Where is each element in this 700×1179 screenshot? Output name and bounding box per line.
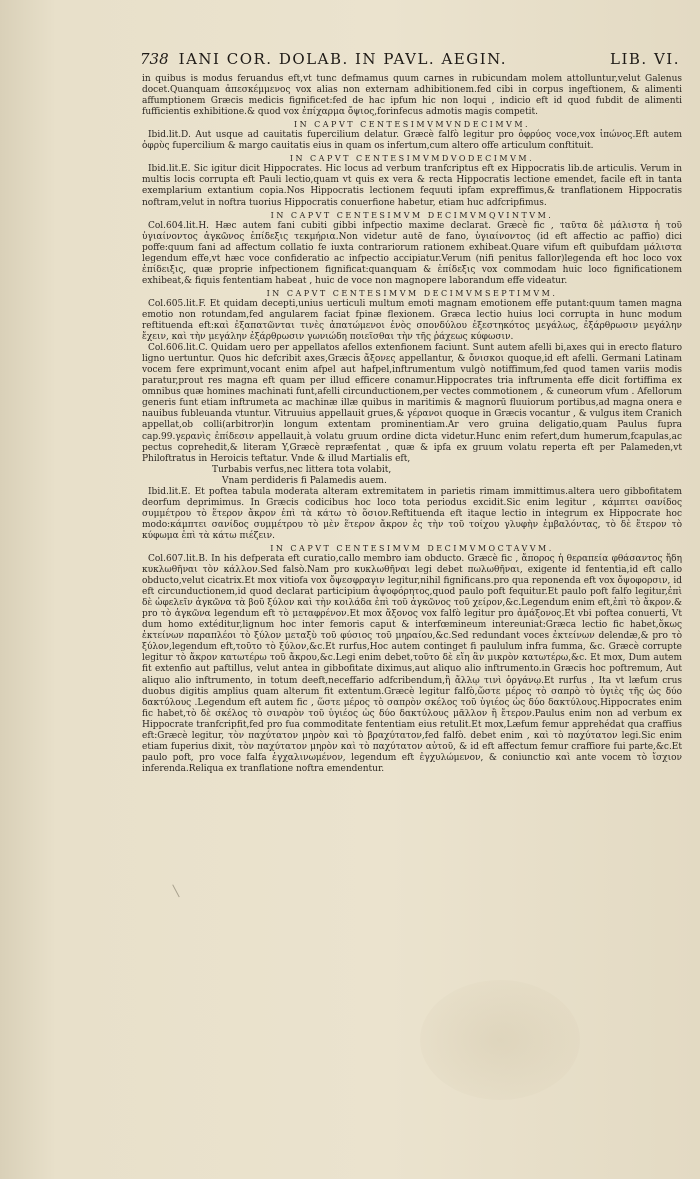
- running-title: IANI COR. DOLAB. IN PAVL. AEGIN.: [178, 50, 508, 68]
- page-number: 738: [140, 50, 169, 68]
- book-number: LIB. VI.: [610, 50, 680, 68]
- ink-mark: [172, 881, 187, 898]
- chapter-heading: IN CAPVT CENTESIMVM DECIMVMOCTAVVM.: [270, 543, 554, 553]
- verse-line: Vnam perdideris fi Palamedis auem.: [222, 475, 387, 486]
- commentary-paragraph: Col.607.lit.B. In his defperata eft curatio,callo membro iam obducto. Græcè fic , ἄπορος ἡ θεραπεία φθάσαντος ἤδη κυκλωθῆναι τὸν κάλλον.Sed falsò.Nam pro κυκλωθῆναι legi debet πωλωθῆναι, exigente id fententia,id eft callo obducto,velut cicatrix.Et mox vitiofa vox ὄψεσφραγιν legitur,nihil fignificans.pro qua reponenda eft vox ὄψοφορσιν, id eft circunductionem,id quod declarat participium ἀψοφόρητος,quod paulo poft fequitur.Et paulo poft falfo legitur,ἐπὶ δὲ ὠφελεῖν ἀγκῶνα τὰ βοῦ ξύλον καὶ τὴν κοιλάδα ἐπὶ τοῦ ἀγκῶνος τοῦ χείρον,&c.Legendum enim eft,ἐπὶ τὸ ἄκρον.& pro τὸ ἀγκῶνα legendum eft τὸ μεταφρένον.Et mox ἄξονος vox falfò legitur pro ἀμάξονος.Et vbi poftea conuerti, Vt dum homo extéditur,lignum hoc inter femoris caput & interfœmineum intereuniat:Græca lectio fic habet,ὅκως ἐκτείνων παραπλέοι τὸ ξύλον μεταξὺ τοῦ φύσιος τοῦ μηραίου,&c.Sed redundant voces ἐκτείνων delendæ,& pro τὸ ξύλον,legendum eft,τοῦτο τὸ ξύλον,&c.Et rurfus,Hoc autem continget fi paululum infra fumma, &c. Græcè corrupte legitur τὸ ἄκρον κατωτέρω τοῦ ἄκρου,&c.Legi enim debet,τοῦτο δὲ εἴη ἂν μικρὸν κατωτέρω,&c. Et mox, Dum autem fit extenfio aut paftillus, velut antea in gibbofitate diximus,aut aliquo alio inftrumento.in Græcis hoc poftremum, Aut aliquo alio inftrumento, in totum deeft,neceffario adfcribendum,ἢ ἄλλῳ τινὶ ὀργάνῳ.Et rurfus , Ita vt læfum crus duobus digitis amplius quam alterum fit extentum.Græcè legitur falfò,ὥστε μέρος τὸ σαπρὸ τὸ ὑγιὲς τῆς ὡς δύο δακτύλους .Legendum eft autem fic , ὥστε μέρος τὸ σαπρὸν σκέλος τοῦ ὑγιέος ὡς δύο δακτύλους.Hippocrates enim fic habet,τὸ δὲ σκέλος τὸ σιναρὸν τοῦ ὑγιέος ὡς δύο δακτύλους μᾶλλον ἢ ἔτερον.Paulus enim non ad verbum ex Hippocrate tranfcripfit,fed pro fua commoditate fententiam eius retulit.Et mox,Læfum femur apprehédat qua craffius eft:Græcè legitur, τὸν παχύτατον μηρὸν καὶ τὸ βραχύτατον,fed falfò. debet enim , καὶ τὸ παχύτατον legi.Sic enim etiam fuperius dixit, τὸν παχύτατον μηρὸν καὶ τὸ παχύτατον αὐτοῦ, & id eft affectum femur craffiore fui parte,&c.Et paulo poft, pro voce falfa ἐγχαλινωμένον, legendum eft ἐγχυλώμενον, & coniunctio καὶ ante vocem τὸ ἴσχιον inferenda.Reliqua ex tranflatione noftra emendentur.: [142, 554, 682, 774]
- chapter-heading: IN CAPVT CENTESIMVMDVODECIMVM.: [289, 154, 535, 164]
- chapter-heading: IN CAPVT CENTESIMVM DECIMVMQVINTVM.: [270, 210, 554, 220]
- running-header: [140, 50, 680, 68]
- commentary-paragraph: Ibid.lit.E. Et poftea tabula moderata alteram extremitatem in parietis rimam immittimus.altera uero gibbofitatem deorfum deprimimus. In Græcis codicibus hoc loco tota periodus excidit.Sic enim legitur , κάμπτει σανίδος συμμέτρου τὸ ἕτερον ἄκρον ἐπὶ τὰ κάτω τὸ ὅσιον.Reftituenda eft itaque lectio in integrum ex Hippocrate hoc modo:κάμπτει σανίδος συμμέτρου τὸ μὲν ἕτερον ἄκρον ἐς τὴν τοῦ τοίχου γλυφὴν ἐμβαλόντας, τὸ δὲ ἕτερον τὸ κύφωμα ἐπὶ τὰ κάτω πιέζειν.: [142, 486, 682, 541]
- commentary-text: [142, 74, 682, 775]
- chapter-heading: IN CAPVT CENTESIMVMVNDECIMVM.: [293, 120, 531, 130]
- commentary-paragraph: Ibid.lit.D. Aut usque ad cauitatis fupercilium delatur. Græcè falfò legitur pro ὀφρύος voce,vox ἱπώνος.Eft autem ὀφρὺς fupercilium & margo cauitatis eius in quam os infertum,cum altero offe articulum conftituit.: [142, 130, 682, 152]
- commentary-paragraph: Col.605.lit.F. Et quidam decepti,unius uerticuli multum emoti magnam emotionem effe putant:quum tamen magna emotio non rotundam,fed angularem faciat fpinæ flexionem. Græca lectio huius loci corrupta in hunc modum reftituenda eft:καὶ ἐξαπατῶνται τινὲς ἀπατώμενοι ἐνὸς σπονδύλου ἐξεστηκότος μεγάλως, ἐξάρθρωσιν μεγάλην ἔχειν, καὶ τὴν μεγάλην ἐξάρθρωσιν γωνιώδη ποιεῖσθαι τὴν τῆς ῥάχεως κύφωσιν.: [142, 298, 682, 343]
- commentary-paragraph: Col.604.lit.H. Hæc autem fani cubiti gibbi infpectio maxime declarat. Græcè fic , ταῦτα δὲ μάλιστα ἡ τοῦ ὑγιαίνοντος ἀγκῶνος ἐπίδεξις τεκμήρια.Non videtur autē de fano, ὑγιαίνοντος (id eft affectio ac paffio) dici poffe:quum fani ad affectum collatio fe iuxta contrariorum rationem exhibeat.Quare vifum eft quibufdam μάλιστα legendum effe,vt hæc voce confideratio ac infpectio accipiatur.Verum (nifi penitus fallor)legenda eft hoc loco vox ἐπίδειξις, quæ proprie infpectionem fignificat:quanquam & ἐπίδεξις vox commodam huic loco fignificationem exhibeat,& fiquis fententiam habeat , huic de voce non magnopere laborandum effe videatur.: [142, 220, 682, 286]
- verse-line: Turbabis verfus,nec littera tota volabit,: [212, 464, 392, 475]
- chapter-heading: IN CAPVT CENTESIMVM DECIMVMSEPTIMVM.: [266, 288, 558, 298]
- commentary-paragraph: in quibus is modus feruandus eft,vt tunc defmamus quum carnes in rubicundam molem attolluntur,velut Galenus docet.Quanquam ἀπεσκέμμενος vox alias non externam adhibitionem.fed cibi in corpus ingeftionem, & alimenti affumptionem Græcis medicis fignificet:fed de hac ipfum hic non loqui , indicio eft id quod fubdit de alimenti fufficientis exhibitione.& quod vox ἐπίχαρμα ὄψιος,forinfecus admotis magis competit.: [142, 74, 682, 118]
- commentary-paragraph: Col.606.lit.C. Quidam uero per appellatos afellos extenfionem faciunt. Sunt autem afelli bi,axes qui in erecto flaturo ligno uertuntur. Quos hic defcribit axes,Græcis ἄξονες appellantur, & ὄνισκοι quoque,id eft afelli. Germani Latinam vocem fere exprimunt,vocant enim afpel aut hafpel,inftrumentum vulgò notiffimum,fed quod tamen variis modis paratur,prout res magna eft quam per illud efficere conamur.Hippocrates tria inftrumenta effe dicit fortiffima ex omnibus quæ homines machinati funt,afelli circunductionem,per vectes commotionem , & cuneorum vfum . Afellorum generis funt etiam inftrumeta ac machinæ illæ quibus in maritimis & magnorū fluuiorum portibus,ad magna onera e nauibus fubleuanda vtuntur. Vitruuius appellauit grues,& γέρανοι quoque in Græcis vocantur , & vulgus item Cranich appellat,ob colli(arbitror)in longum extentam prominentiam.Ar vero gruina deligatio,quam Paulus fupra cap.99.γερανὶς ἐπίδεσιν appellauit,à volatu gruum ordine dicta videtur.Hunc enim refert,dum humerum,fcapulas,ac pectus coprehedit,& literam Y,Græcè repræfentat , quæ & ipfa ex gruum volatu reperta eft per Palameden,vt Philoftratus in Heroicis teftatur. Vnde & illud Martialis eft,: [142, 343, 682, 464]
- paper-stain: [420, 980, 580, 1100]
- commentary-paragraph: Ibid.lit.E. Sic igitur dicit Hippocrates. Hic locus ad verbum tranfcriptus eft ex Hippocratis lib.de articulis. Verum in multis locis corrupta eft Pauli lectio,quam vt quis ex vera & recta Hippocratis lectione emendet, facile eft in tanta exemplarium extantium copia.Nos Hippocratis lectionem fequuti ipfam expreffimus,& tranflationem Hippocratis noftram,velut in noftra tuorius Hippocratis conuerfione habetur, etiam huc adfcripfimus.: [142, 164, 682, 208]
